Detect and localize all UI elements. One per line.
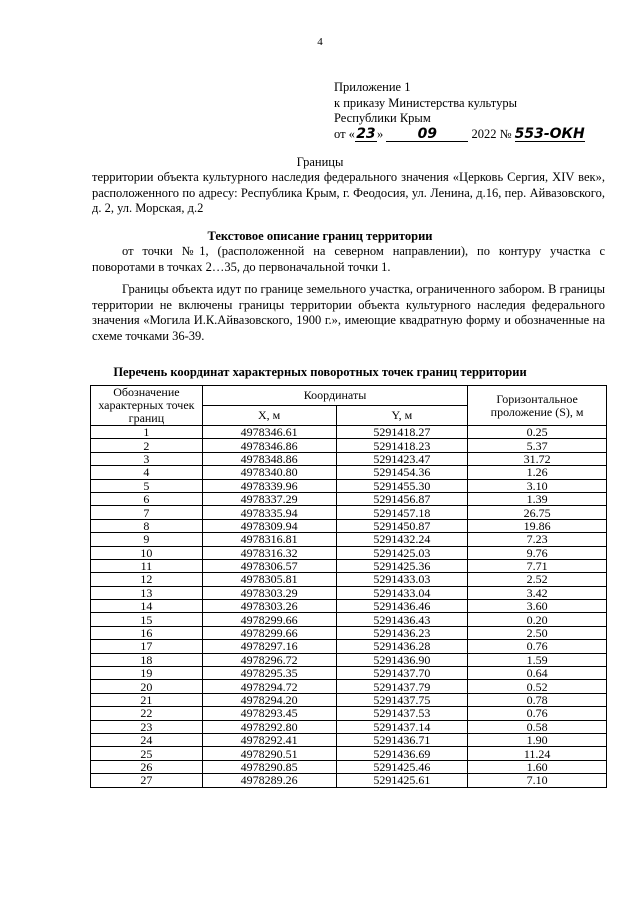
- cell-distance: 1.26: [468, 466, 607, 479]
- cell-y: 5291425.03: [336, 546, 468, 559]
- date-mid: »: [376, 126, 384, 141]
- table-row: [91, 492, 607, 505]
- cell-distance: 11.24: [468, 747, 607, 760]
- table-row: [91, 653, 607, 666]
- cell-point: 2: [91, 439, 203, 452]
- date-month: 09: [386, 128, 468, 142]
- cell-x: 4978348.86: [202, 452, 336, 465]
- cell-y: 5291437.75: [336, 693, 468, 706]
- text-paragraph-2: Границы объекта идут по границе земельного участка, ограниченного забором. В границы территории не включены границы территории объекта культурного наследия федерального значения «Могила И.К.Айвазовского, 1900 г.», имеющие квадратную форму и обозначенные на схеме точками 36-39.: [92, 282, 605, 343]
- cell-y: 5291433.03: [336, 573, 468, 586]
- cell-y: 5291457.18: [336, 506, 468, 519]
- table-row: [91, 693, 607, 706]
- cell-x: 4978309.94: [202, 519, 336, 532]
- cell-distance: 1.60: [468, 760, 607, 773]
- table-row: [91, 760, 607, 773]
- table-row: [91, 626, 607, 639]
- cell-distance: 9.76: [468, 546, 607, 559]
- cell-x: 4978346.86: [202, 439, 336, 452]
- appendix-line-3: Республики Крым: [334, 111, 431, 125]
- cell-point: 23: [91, 720, 203, 733]
- cell-point: 15: [91, 613, 203, 626]
- cell-point: 17: [91, 640, 203, 653]
- cell-y: 5291436.69: [336, 747, 468, 760]
- cell-y: 5291436.46: [336, 600, 468, 613]
- cell-y: 5291418.27: [336, 426, 468, 439]
- territory-description: территории объекта культурного наследия федерального значения «Церковь Сергия, XIV век», расположенного по адресу: Республика Крым, г. Феодосия, ул. Ленина, д.16, пер. Айвазовского, д. 2, ул. Морская, д.2: [92, 170, 605, 215]
- cell-x: 4978316.32: [202, 546, 336, 559]
- cell-distance: 1.90: [468, 733, 607, 746]
- cell-x: 4978303.29: [202, 586, 336, 599]
- cell-x: 4978289.26: [202, 774, 336, 787]
- cell-x: 4978292.41: [202, 733, 336, 746]
- text-paragraph-1: от точки №1, (расположенной на северном направлении), по контуру участка с поворотами в точках 2…35, до первоначальной точки 1.: [92, 244, 605, 274]
- cell-point: 18: [91, 653, 203, 666]
- appendix-date-line: [334, 127, 585, 143]
- text-description-heading: Текстовое описание границ территории: [207, 229, 433, 243]
- cell-x: 4978306.57: [202, 559, 336, 572]
- cell-point: 22: [91, 707, 203, 720]
- cell-distance: 7.71: [468, 559, 607, 572]
- cell-distance: 19.86: [468, 519, 607, 532]
- cell-point: 24: [91, 733, 203, 746]
- cell-x: 4978297.16: [202, 640, 336, 653]
- cell-distance: 3.42: [468, 586, 607, 599]
- cell-point: 25: [91, 747, 203, 760]
- cell-point: 26: [91, 760, 203, 773]
- cell-distance: 0.76: [468, 707, 607, 720]
- cell-point: 20: [91, 680, 203, 693]
- order-number: 553-ОКН: [514, 125, 585, 142]
- date-prefix: от «: [334, 126, 355, 141]
- cell-y: 5291425.46: [336, 760, 468, 773]
- cell-y: 5291436.23: [336, 626, 468, 639]
- cell-x: 4978316.81: [202, 533, 336, 546]
- cell-y: 5291425.36: [336, 559, 468, 572]
- cell-distance: 0.25: [468, 426, 607, 439]
- cell-distance: 0.52: [468, 680, 607, 693]
- header-y: Y, м: [336, 406, 468, 426]
- table-row: [91, 640, 607, 653]
- cell-x: 4978346.61: [202, 426, 336, 439]
- table-row: [91, 426, 607, 439]
- cell-y: 5291423.47: [336, 452, 468, 465]
- cell-y: 5291436.90: [336, 653, 468, 666]
- cell-x: 4978305.81: [202, 573, 336, 586]
- cell-x: 4978299.66: [202, 626, 336, 639]
- cell-x: 4978295.35: [202, 667, 336, 680]
- cell-y: 5291437.53: [336, 707, 468, 720]
- cell-point: 3: [91, 452, 203, 465]
- table-row: [91, 667, 607, 680]
- cell-y: 5291455.30: [336, 479, 468, 492]
- table-row: [91, 506, 607, 519]
- cell-y: 5291418.23: [336, 439, 468, 452]
- cell-x: 4978293.45: [202, 707, 336, 720]
- cell-point: 7: [91, 506, 203, 519]
- cell-point: 14: [91, 600, 203, 613]
- table-row: [91, 747, 607, 760]
- table-row: [91, 466, 607, 479]
- header-coordinates: Координаты: [202, 386, 467, 406]
- table-row: [91, 720, 607, 733]
- table-body: [91, 426, 607, 788]
- cell-x: 4978340.80: [202, 466, 336, 479]
- table-row: [91, 613, 607, 626]
- cell-distance: 1.39: [468, 492, 607, 505]
- cell-distance: 0.76: [468, 640, 607, 653]
- coordinates-table: [90, 385, 607, 788]
- table-heading: Перечень координат характерных поворотных точек границ территории: [113, 365, 527, 379]
- cell-point: 13: [91, 586, 203, 599]
- cell-x: 4978335.94: [202, 506, 336, 519]
- cell-distance: 3.60: [468, 600, 607, 613]
- cell-point: 12: [91, 573, 203, 586]
- cell-point: 1: [91, 426, 203, 439]
- cell-distance: 0.58: [468, 720, 607, 733]
- table-row: [91, 600, 607, 613]
- cell-y: 5291437.70: [336, 667, 468, 680]
- table-row: [91, 774, 607, 787]
- cell-y: 5291433.04: [336, 586, 468, 599]
- cell-point: 16: [91, 626, 203, 639]
- cell-x: 4978299.66: [202, 613, 336, 626]
- cell-y: 5291437.79: [336, 680, 468, 693]
- table-row: [91, 586, 607, 599]
- cell-point: 6: [91, 492, 203, 505]
- cell-point: 21: [91, 693, 203, 706]
- table-row: [91, 733, 607, 746]
- cell-x: 4978303.26: [202, 600, 336, 613]
- cell-distance: 1.59: [468, 653, 607, 666]
- cell-point: 19: [91, 667, 203, 680]
- cell-x: 4978296.72: [202, 653, 336, 666]
- table-row: [91, 452, 607, 465]
- table-row: [91, 680, 607, 693]
- cell-point: 11: [91, 559, 203, 572]
- doc-title: Границы: [296, 155, 344, 169]
- header-distance: Горизонтальное проложение (S), м: [468, 386, 607, 426]
- table-row: [91, 573, 607, 586]
- cell-point: 5: [91, 479, 203, 492]
- table-row: [91, 707, 607, 720]
- cell-x: 4978290.51: [202, 747, 336, 760]
- cell-x: 4978294.72: [202, 680, 336, 693]
- date-year: 2022 №: [471, 126, 512, 141]
- cell-point: 8: [91, 519, 203, 532]
- cell-point: 4: [91, 466, 203, 479]
- cell-distance: 0.20: [468, 613, 607, 626]
- cell-distance: 7.10: [468, 774, 607, 787]
- cell-x: 4978339.96: [202, 479, 336, 492]
- cell-x: 4978292.80: [202, 720, 336, 733]
- cell-distance: 7.23: [468, 533, 607, 546]
- cell-y: 5291436.28: [336, 640, 468, 653]
- cell-y: 5291454.36: [336, 466, 468, 479]
- cell-y: 5291425.61: [336, 774, 468, 787]
- table-row: [91, 533, 607, 546]
- cell-distance: 5.37: [468, 439, 607, 452]
- cell-distance: 0.78: [468, 693, 607, 706]
- cell-x: 4978290.85: [202, 760, 336, 773]
- appendix-block: [334, 80, 585, 142]
- table-row: [91, 479, 607, 492]
- appendix-line-2: к приказу Министерства культуры: [334, 95, 517, 110]
- appendix-line-1: Приложение 1: [334, 80, 411, 94]
- cell-y: 5291437.14: [336, 720, 468, 733]
- cell-distance: 26.75: [468, 506, 607, 519]
- cell-point: 10: [91, 546, 203, 559]
- table-row: [91, 439, 607, 452]
- cell-y: 5291456.87: [336, 492, 468, 505]
- header-point: Обозначение характерных точек границ: [91, 386, 203, 426]
- cell-point: 9: [91, 533, 203, 546]
- cell-distance: 3.10: [468, 479, 607, 492]
- cell-y: 5291436.71: [336, 733, 468, 746]
- date-day: 23: [356, 125, 376, 142]
- cell-y: 5291436.43: [336, 613, 468, 626]
- table-row: [91, 546, 607, 559]
- table-row: [91, 559, 607, 572]
- cell-y: 5291432.24: [336, 533, 468, 546]
- cell-x: 4978337.29: [202, 492, 336, 505]
- cell-point: 27: [91, 774, 203, 787]
- cell-distance: 2.52: [468, 573, 607, 586]
- cell-distance: 31.72: [468, 452, 607, 465]
- table-row: [91, 519, 607, 532]
- page-number: 4: [317, 36, 323, 48]
- cell-x: 4978294.20: [202, 693, 336, 706]
- cell-distance: 2.50: [468, 626, 607, 639]
- header-x: X, м: [202, 406, 336, 426]
- cell-y: 5291450.87: [336, 519, 468, 532]
- cell-distance: 0.64: [468, 667, 607, 680]
